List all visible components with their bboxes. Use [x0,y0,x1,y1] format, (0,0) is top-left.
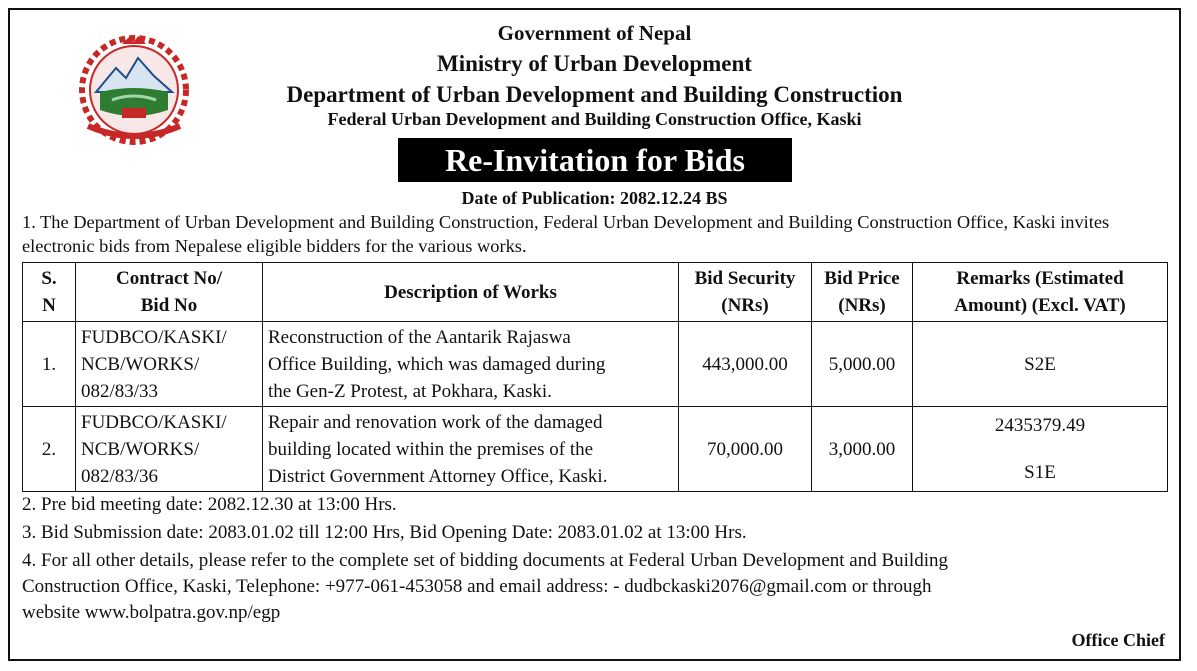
submission-text: 3. Bid Submission date: 2083.01.02 till 12:00 Hrs, Bid Opening Date: 2083.01.02 at 13:00 Hrs. [22,522,747,543]
row-remarks: S2E [913,322,1168,407]
department-heading: Department of Urban Development and Building Construction [286,82,903,107]
row-description: Reconstruction of the Aantarik Rajaswa Office Building, which was damaged during the Gen-Z Protest, at Pokhara, Kaski. [263,322,679,407]
row-bid-price: 3,000.00 [812,407,913,492]
row-contract-no: FUDBCO/KASKI/ NCB/WORKS/ 082/83/33 [76,322,263,407]
row-estimated-amount: 2435379.49 [994,415,1086,436]
office-heading: Federal Urban Development and Building Construction Office, Kaski [327,109,862,129]
row-contract-no: FUDBCO/KASKI/ NCB/WORKS/ 082/83/36 [76,407,263,492]
row-sn: 1. [23,322,76,407]
government-heading: Government of Nepal [497,21,692,45]
table-row [23,407,1168,492]
intro-paragraph: 1. The Department of Urban Development and Building Construction, Federal Urban Development and Building Construction Office, Kaski invites electronic bids from Nepalese eligible bidders for the various works. [22,212,1110,256]
header-bid-price: Bid Price (NRs) [812,263,913,322]
ministry-heading: Ministry of Urban Development [437,51,752,76]
prebid-meeting-text: 2. Pre bid meeting date: 2082.12.30 at 13:00 Hrs. [22,494,397,515]
details-paragraph: 4. For all other details, please refer to the complete set of bidding documents at Federal Urban Development and Building Construction Office, Kaski, Telephone: +977-061-453058 and email address: - dudbckaski2076@gmail.com or through website www.bolpatra.gov.np/egp [22,550,948,623]
row-remarks-code: S1E [1024,462,1056,483]
row-bid-security: 70,000.00 [679,407,812,492]
table-row [23,322,1168,407]
header-description: Description of Works [263,263,679,322]
header-remarks: Remarks (Estimated Amount) (Excl. VAT) [913,263,1168,322]
table-header-row [23,263,1168,322]
row-sn: 2. [23,407,76,492]
office-chief-signoff: Office Chief [1071,630,1165,650]
header-bid-security: Bid Security (NRs) [679,263,812,322]
row-bid-price: 5,000.00 [812,322,913,407]
header-contract: Contract No/ Bid No [76,263,263,322]
bids-table [22,262,1168,492]
row-description: Repair and renovation work of the damaged building located within the premises of the District Government Attorney Office, Kaski. [263,407,679,492]
row-remarks [913,407,1168,492]
header-sn: S. N [23,263,76,322]
bid-notice [8,8,1181,661]
publication-date: Date of Publication: 2082.12.24 BS [461,188,728,208]
row-bid-security: 443,000.00 [679,322,812,407]
notice-title: Re-Invitation for Bids [398,138,792,182]
